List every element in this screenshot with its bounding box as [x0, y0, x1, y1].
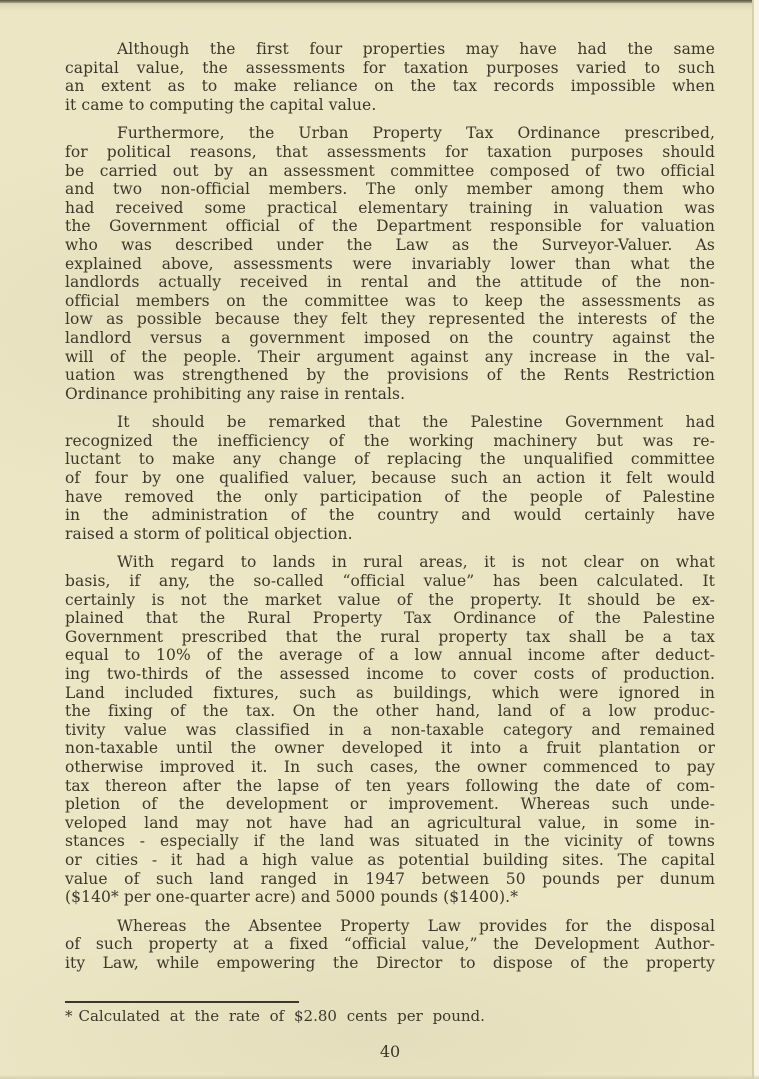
text-line: stances - especially if the land was situated in the vicinity of towns — [65, 832, 715, 851]
text-line: of such property at a fixed “official value,” the Development Author- — [65, 935, 715, 954]
text-line: landlord versus a government imposed on the country against the — [65, 328, 715, 347]
text-line: official members on the committee was to keep the assessments as — [65, 291, 715, 310]
paragraph — [65, 917, 715, 973]
footnote-marker: * — [65, 1006, 73, 1025]
text-line: tax thereon after the lapse of ten years following the date of com- — [65, 776, 715, 795]
text-line: tivity value was classified in a non-taxable category and remained — [65, 720, 715, 739]
scan-edge-bottom — [0, 1075, 759, 1079]
text-line: veloped land may not have had an agricultural value, in some in- — [65, 813, 715, 832]
text-line: uation was strengthened by the provisions of the Rents Restriction — [65, 366, 715, 385]
footnote — [65, 1001, 715, 1026]
paragraph — [65, 553, 715, 906]
text-line: Although the first four properties may have had the same — [117, 40, 715, 58]
text-line: pletion of the development or improvement. Whereas such unde- — [65, 795, 715, 814]
text-line: be carried out by an assessment committee composed of two official — [65, 161, 715, 180]
text-line: the Government official of the Department responsible for valuation — [65, 217, 715, 236]
text-line: an extent as to make reliance on the tax records impossible when — [65, 77, 715, 96]
text-line: Whereas the Absentee Property Law provides for the disposal — [117, 916, 715, 935]
text-line: it came to computing the capital value. — [65, 95, 377, 114]
text-line: ($140* per one-quarter acre) and 5000 pounds ($1400).* — [65, 888, 519, 907]
text-line: otherwise improved it. In such cases, the owner commenced to pay — [65, 757, 715, 776]
page-number: 40 — [379, 1041, 401, 1061]
text-line: plained that the Rural Property Tax Ordinance of the Palestine — [65, 609, 715, 628]
text-line: basis, if any, the so-called “official value” has been calculated. It — [65, 572, 715, 591]
text-line: With regard to lands in rural areas, it is not clear on what — [117, 553, 715, 572]
paragraph — [65, 124, 715, 403]
text-line: have removed the only participation of the people of Palestine — [65, 487, 715, 506]
text-line: luctant to make any change of replacing the unqualified committee — [65, 450, 715, 469]
text-line: will of the people. Their argument against any increase in the val- — [65, 347, 715, 366]
text-line: explained above, assessments were invariably lower than what the — [65, 254, 715, 273]
text-line: ing two-thirds of the assessed income to cover costs of production. — [65, 665, 715, 683]
text-line: in the administration of the country and would certainly have — [65, 506, 715, 525]
text-line: the fixing of the tax. On the other hand, land of a low produc- — [65, 702, 715, 721]
text-line: of four by one qualified valuer, because such an action it felt would — [65, 469, 715, 488]
paragraph — [65, 413, 715, 543]
text-line: for political reasons, that assessments for taxation purposes should — [65, 142, 715, 161]
text-line: capital value, the assessments for taxation purposes varied to such — [65, 58, 715, 77]
text-line: Ordinance prohibiting any raise in rentals. — [65, 384, 406, 403]
text-line: and two non-official members. The only member among them who — [65, 180, 715, 199]
scan-edge-right — [752, 0, 759, 1079]
text-line: Furthermore, the Urban Property Tax Ordinance prescribed, — [117, 124, 715, 143]
page-body — [65, 0, 715, 1061]
text-line: ity Law, while empowering the Director to dispose of the property — [65, 953, 715, 972]
text-line: Government prescribed that the rural property tax shall be a tax — [65, 627, 715, 646]
text-line: or cities - it had a high value as potential building sites. The capital — [65, 850, 715, 869]
text-line: had received some practical elementary training in valuation was — [65, 198, 715, 217]
text-line: Land included fixtures, such as buildings, which were ignored in — [65, 683, 715, 702]
text-line: landlords actually received in rental and the attitude of the non- — [65, 273, 715, 292]
footnote-text — [65, 1007, 715, 1026]
text-line: It should be remarked that the Palestine Government had — [117, 413, 715, 432]
text-line: who was described under the Law as the Surveyor-Valuer. As — [65, 235, 715, 254]
paragraphs-container — [65, 40, 715, 973]
text-line: certainly is not the market value of the property. It should be ex- — [65, 590, 715, 609]
footnote-body: Calculated at the rate of $2.80 cents per pound. — [78, 1006, 485, 1025]
text-line: raised a storm of political objection. — [65, 524, 353, 543]
text-line: low as possible because they felt they represented the interests of the — [65, 310, 715, 329]
text-line: non-taxable until the owner developed it into a fruit plantation or — [65, 739, 715, 758]
paragraph — [65, 40, 715, 114]
footnote-divider — [65, 1001, 299, 1003]
text-line: recognized the inefficiency of the working machinery but was re- — [65, 431, 715, 450]
text-line: value of such land ranged in 1947 between 50 pounds per dunum — [65, 869, 715, 888]
text-line: equal to 10% of the average of a low annual income after deduct- — [65, 646, 715, 665]
